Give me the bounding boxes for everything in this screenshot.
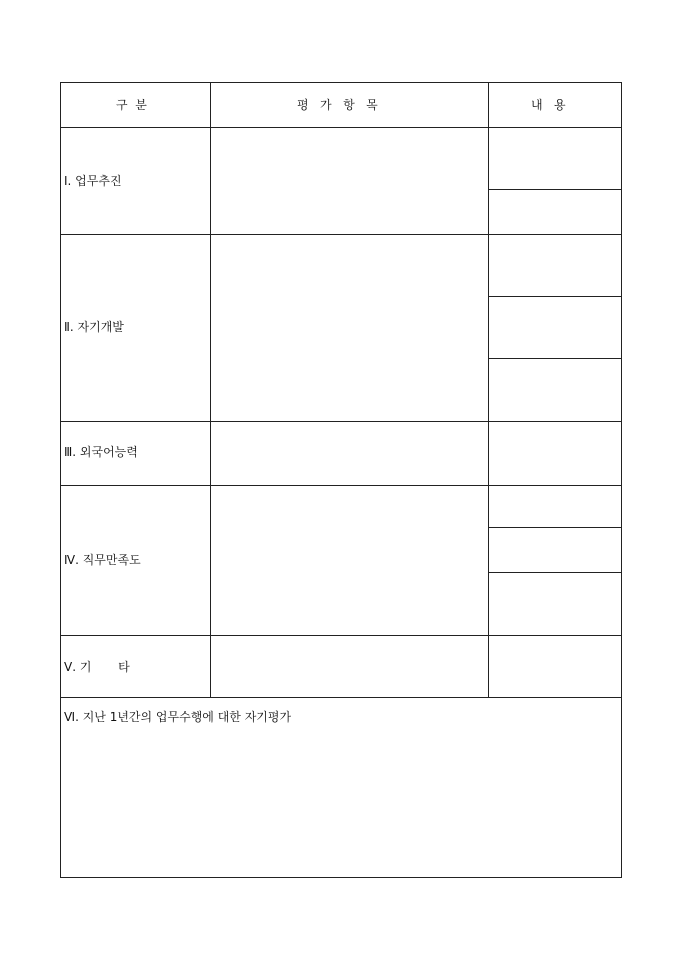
column-divider (488, 83, 489, 697)
section-label-other: Ⅴ. 기 타 (64, 660, 130, 674)
row-divider (61, 421, 621, 422)
row-divider (61, 635, 621, 636)
row-divider (61, 485, 621, 486)
row-divider (61, 234, 621, 235)
header-evaluation-items: 평 가 항 목 (297, 98, 378, 112)
row-divider (61, 697, 621, 698)
content-subdivider (488, 527, 621, 528)
header-category: 구 분 (116, 98, 147, 112)
header-content: 내 용 (531, 98, 566, 112)
content-subdivider (488, 572, 621, 573)
column-divider (210, 83, 211, 697)
evaluation-form (60, 82, 622, 878)
section-label-foreign-language: Ⅲ. 외국어능력 (64, 445, 138, 459)
content-subdivider (488, 296, 621, 297)
self-evaluation-label: Ⅵ. 지난 1년간의 업무수행에 대한 자기평가 (64, 710, 292, 724)
content-subdivider (488, 189, 621, 190)
section-label-self-development: Ⅱ. 자기개발 (64, 320, 124, 334)
content-subdivider (488, 358, 621, 359)
header-divider (61, 127, 621, 128)
section-label-work-promotion: Ⅰ. 업무추진 (64, 174, 122, 188)
section-label-job-satisfaction: Ⅳ. 직무만족도 (64, 553, 141, 567)
